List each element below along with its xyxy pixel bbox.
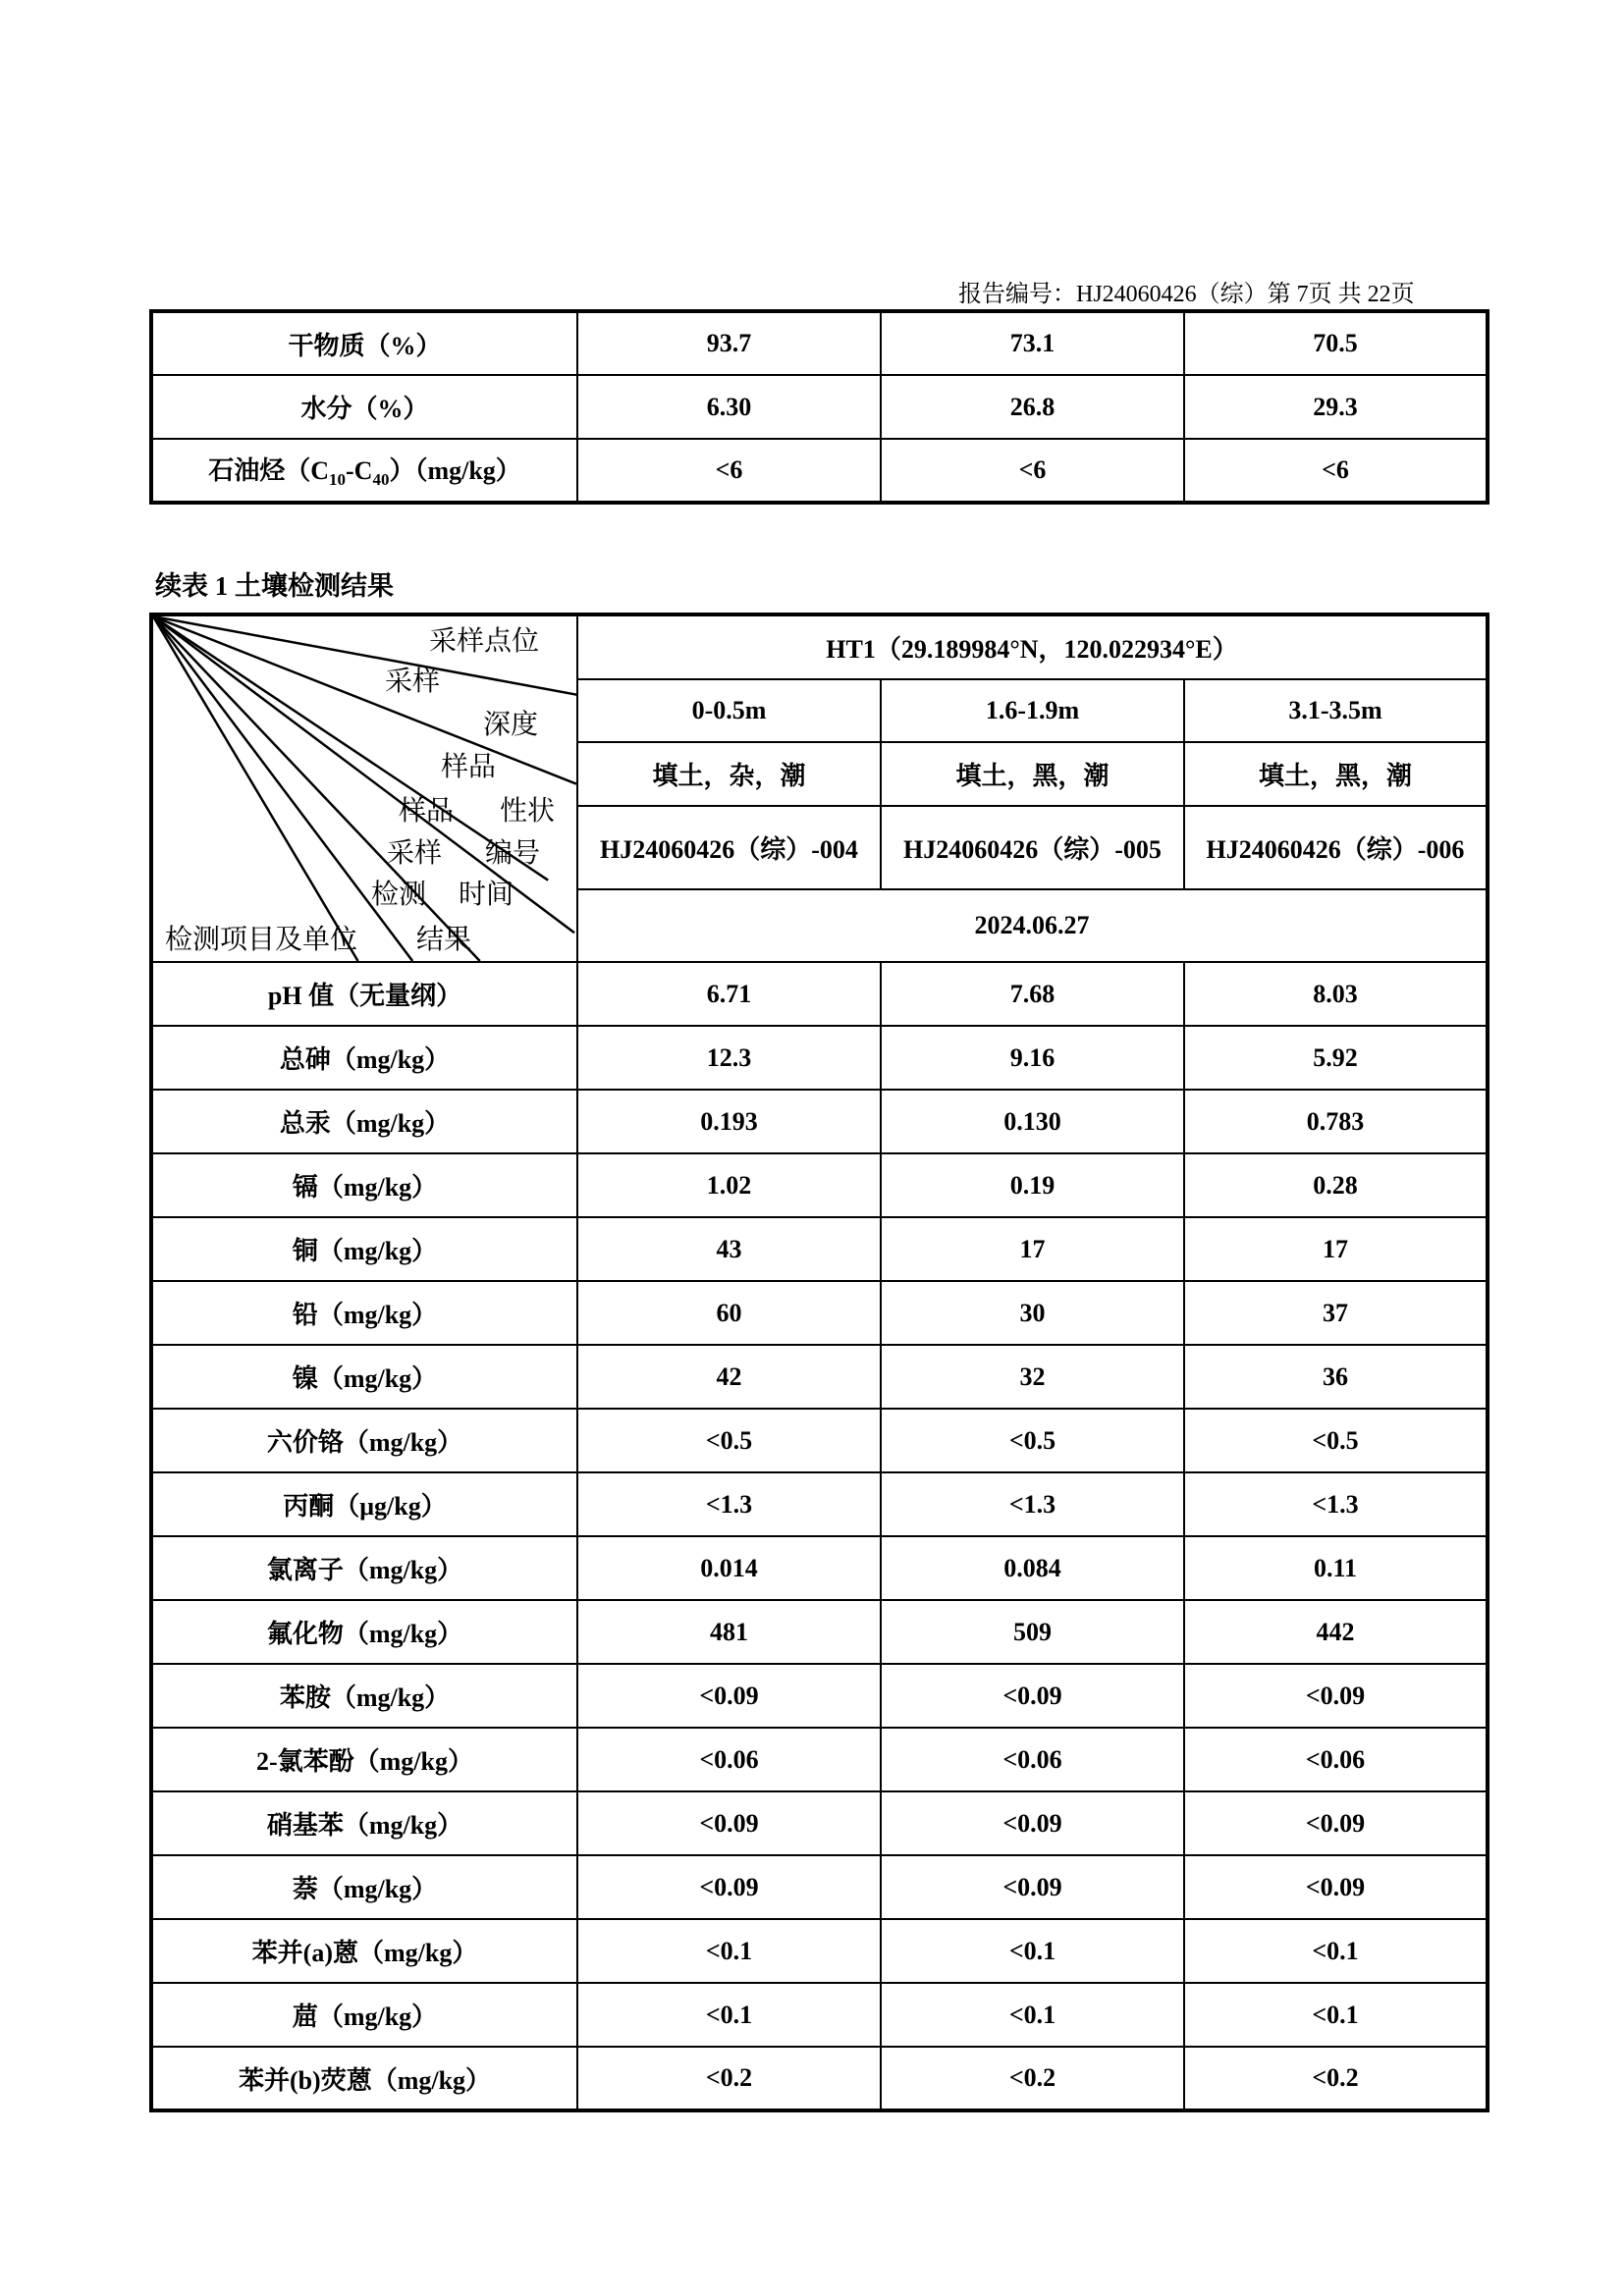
table-row	[151, 439, 1488, 503]
item-cell: 六价铬（mg/kg）	[151, 1409, 577, 1472]
site-cell: HT1（29.189984°N，120.022934°E）	[577, 614, 1488, 679]
value-cell: <0.5	[1184, 1409, 1488, 1472]
value-cell: <0.2	[1184, 2047, 1488, 2110]
subscript: 40	[372, 470, 390, 490]
value-cell: <0.06	[881, 1728, 1184, 1791]
diagonal-header-cell	[151, 614, 577, 962]
item-cell: 苯并(b)荧蒽（mg/kg）	[151, 2047, 577, 2110]
report-number: 报告编号：HJ24060426（综）第 7页 共 22页	[958, 282, 1415, 307]
table-row	[151, 1791, 1488, 1855]
property-cell: 填土，黑，潮	[881, 742, 1184, 806]
item-cell: 苯胺（mg/kg）	[151, 1664, 577, 1728]
sample-id-cell: HJ24060426（综）-004	[577, 806, 881, 889]
value-cell: 12.3	[577, 1026, 881, 1090]
value-cell: 9.16	[881, 1026, 1184, 1090]
value-cell: <0.09	[577, 1664, 881, 1728]
label-sample-b: 样品	[399, 796, 455, 827]
value-cell: <6	[881, 439, 1184, 503]
value-cell: 6.30	[577, 375, 881, 439]
value-cell: <0.09	[1184, 1791, 1488, 1855]
value-cell: <0.5	[577, 1409, 881, 1472]
value-cell: <0.09	[1184, 1664, 1488, 1728]
value-cell: <0.1	[577, 1919, 881, 1983]
value-cell: 36	[1184, 1345, 1488, 1409]
date-cell: 2024.06.27	[577, 889, 1488, 962]
table-row	[151, 1409, 1488, 1472]
value-cell: 0.130	[881, 1090, 1184, 1153]
value-cell: <0.09	[577, 1791, 881, 1855]
value-cell: 0.014	[577, 1536, 881, 1600]
table-row	[151, 1217, 1488, 1281]
value-cell: 26.8	[881, 375, 1184, 439]
value-cell: 0.11	[1184, 1536, 1488, 1600]
item-cell: 氟化物（mg/kg）	[151, 1600, 577, 1664]
value-cell: 70.5	[1184, 311, 1488, 375]
item-cell: 䓛（mg/kg）	[151, 1983, 577, 2047]
table-row	[151, 1281, 1488, 1345]
value-cell: <0.2	[881, 2047, 1184, 2110]
value-cell: 0.19	[881, 1153, 1184, 1217]
value-cell: 30	[881, 1281, 1184, 1345]
value-cell: <0.06	[1184, 1728, 1488, 1791]
item-cell: 萘（mg/kg）	[151, 1855, 577, 1919]
value-cell: 1.02	[577, 1153, 881, 1217]
value-cell: 29.3	[1184, 375, 1488, 439]
label-sampling: 采样	[385, 667, 441, 697]
value-cell: 509	[881, 1600, 1184, 1664]
value-cell: <6	[577, 439, 881, 503]
item-cell: 苯并(a)蒽（mg/kg）	[151, 1919, 577, 1983]
table-row	[151, 1345, 1488, 1409]
value-cell: <0.09	[577, 1855, 881, 1919]
value-cell: 0.084	[881, 1536, 1184, 1600]
data-rows	[151, 962, 1488, 2110]
soil-results-table	[149, 613, 1489, 2112]
table-row	[151, 1026, 1488, 1090]
label-sample-a: 样品	[441, 752, 497, 782]
value-cell: <0.2	[577, 2047, 881, 2110]
item-cell: 水分（%）	[151, 375, 577, 439]
value-cell: 37	[1184, 1281, 1488, 1345]
value-cell: 0.28	[1184, 1153, 1488, 1217]
value-cell: <0.06	[577, 1728, 881, 1791]
label-result: 结果	[416, 925, 472, 955]
value-cell: 60	[577, 1281, 881, 1345]
value-cell: <0.5	[881, 1409, 1184, 1472]
value-cell: 43	[577, 1217, 881, 1281]
top-results-table	[149, 309, 1489, 505]
table-row	[151, 962, 1488, 1026]
table-row	[151, 1728, 1488, 1791]
label-detect: 检测	[371, 880, 427, 910]
sample-id-cell: HJ24060426（综）-005	[881, 806, 1184, 889]
item-cell: 铅（mg/kg）	[151, 1281, 577, 1345]
item-cell: pH 值（无量纲）	[151, 962, 577, 1026]
value-cell: 481	[577, 1600, 881, 1664]
value-cell: 8.03	[1184, 962, 1488, 1026]
value-cell: 442	[1184, 1600, 1488, 1664]
table-row	[151, 1090, 1488, 1153]
table-row	[151, 1153, 1488, 1217]
item-cell: 丙酮（μg/kg）	[151, 1472, 577, 1536]
header-row-site	[151, 614, 1488, 679]
value-cell: <0.09	[881, 1791, 1184, 1855]
value-cell: <1.3	[1184, 1472, 1488, 1536]
value-cell: 17	[1184, 1217, 1488, 1281]
item-text: 石油烃（C	[208, 455, 329, 485]
value-cell: <0.1	[881, 1983, 1184, 2047]
item-cell: 总砷（mg/kg）	[151, 1026, 577, 1090]
item-cell: 铜（mg/kg）	[151, 1217, 577, 1281]
value-cell: <6	[1184, 439, 1488, 503]
value-cell: <0.09	[1184, 1855, 1488, 1919]
table-row	[151, 1536, 1488, 1600]
item-cell: 干物质（%）	[151, 311, 577, 375]
table-row	[151, 1855, 1488, 1919]
label-time: 时间	[459, 880, 514, 910]
value-cell: <0.1	[1184, 1919, 1488, 1983]
table-row	[151, 1919, 1488, 1983]
value-cell: <0.09	[881, 1855, 1184, 1919]
section-title: 续表 1 土壤检测结果	[155, 571, 394, 601]
value-cell: 7.68	[881, 962, 1184, 1026]
property-cell: 填土，杂，潮	[577, 742, 881, 806]
value-cell: 5.92	[1184, 1026, 1488, 1090]
subscript: 10	[329, 470, 346, 490]
item-cell: 2-氯苯酚（mg/kg）	[151, 1728, 577, 1791]
table-row	[151, 311, 1488, 375]
table-row	[151, 1983, 1488, 2047]
value-cell: <1.3	[881, 1472, 1184, 1536]
table-row	[151, 1600, 1488, 1664]
value-cell: 42	[577, 1345, 881, 1409]
value-cell: <0.1	[577, 1983, 881, 2047]
sample-id-cell: HJ24060426（综）-006	[1184, 806, 1488, 889]
label-depth: 深度	[483, 710, 539, 740]
table-row	[151, 1664, 1488, 1728]
value-cell: 6.71	[577, 962, 881, 1026]
label-item-unit: 检测项目及单位	[165, 925, 358, 955]
item-text: ）（mg/kg）	[389, 455, 521, 485]
label-number: 编号	[485, 838, 541, 869]
value-cell: <0.1	[1184, 1983, 1488, 2047]
value-cell: 93.7	[577, 311, 881, 375]
property-cell: 填土，黑，潮	[1184, 742, 1488, 806]
item-cell: 氯离子（mg/kg）	[151, 1536, 577, 1600]
depth-cell: 3.1-3.5m	[1184, 679, 1488, 742]
value-cell: <0.09	[881, 1664, 1184, 1728]
depth-cell: 0-0.5m	[577, 679, 881, 742]
value-cell: 73.1	[881, 311, 1184, 375]
table-row	[151, 2047, 1488, 2110]
item-cell: 总汞（mg/kg）	[151, 1090, 577, 1153]
item-cell: 硝基苯（mg/kg）	[151, 1791, 577, 1855]
value-cell: 0.193	[577, 1090, 881, 1153]
table-row	[151, 1472, 1488, 1536]
item-text: -C	[346, 455, 373, 485]
value-cell: 32	[881, 1345, 1184, 1409]
label-nature: 性状	[500, 796, 556, 827]
value-cell: <0.1	[881, 1919, 1184, 1983]
table-row	[151, 375, 1488, 439]
label-sampling-c: 采样	[387, 838, 443, 869]
label-sampling-point: 采样点位	[429, 626, 540, 657]
item-cell: 镉（mg/kg）	[151, 1153, 577, 1217]
value-cell: 17	[881, 1217, 1184, 1281]
item-cell	[151, 439, 577, 503]
value-cell: <1.3	[577, 1472, 881, 1536]
item-cell: 镍（mg/kg）	[151, 1345, 577, 1409]
value-cell: 0.783	[1184, 1090, 1488, 1153]
depth-cell: 1.6-1.9m	[881, 679, 1184, 742]
